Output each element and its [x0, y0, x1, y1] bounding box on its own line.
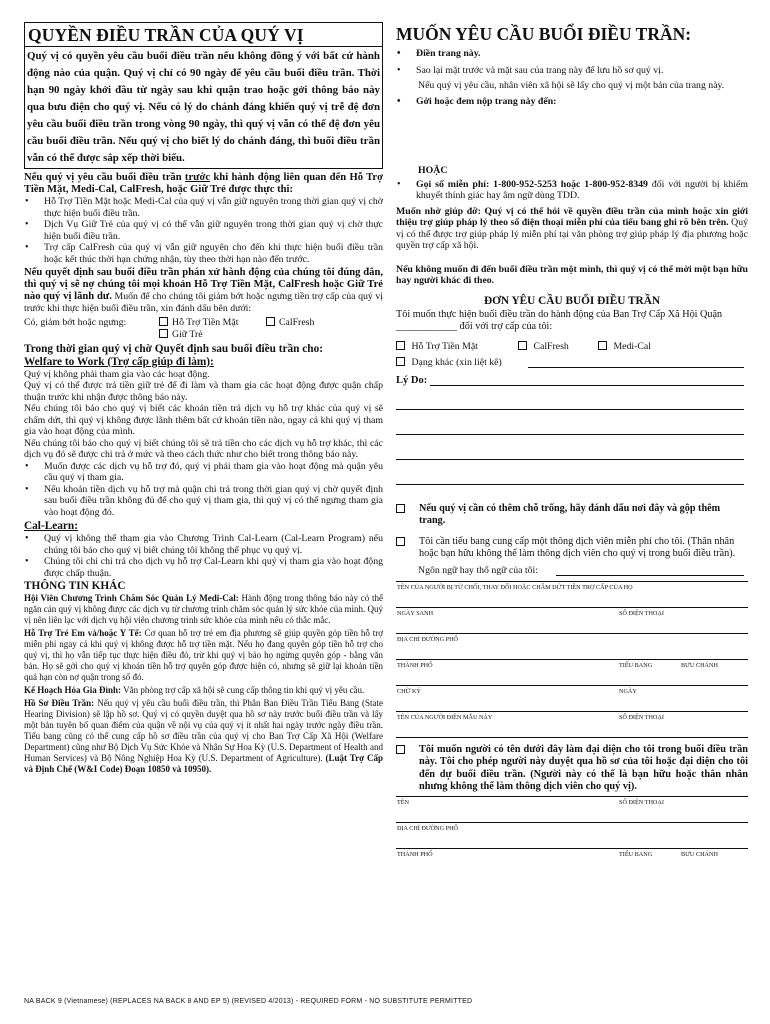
wtw-paragraph: Quý vị có thể được trả tiền giữ trẻ để đi làm và tham gia các hoạt động được quận chấp thuận trước khi nhận được thông báo này.: [24, 380, 383, 403]
option-other[interactable]: Dạng khác (xin liệt kê): [396, 357, 502, 368]
send-list: [396, 96, 748, 108]
more-space-row: [396, 503, 748, 528]
reason-input-line[interactable]: [396, 484, 744, 485]
representative-row: [396, 744, 748, 794]
option-cash[interactable]: Hỗ Trợ Tiền Mặt: [396, 341, 478, 353]
checkbox[interactable]: [396, 537, 405, 546]
other-option-row: [396, 357, 748, 375]
form-title: ĐƠN YÊU CẦU BUỔI ĐIỀU TRẦN: [483, 294, 661, 307]
checkbox[interactable]: [598, 341, 607, 350]
checkbox[interactable]: [159, 329, 168, 338]
language-row: [396, 565, 748, 579]
filler-phone-field[interactable]: SỐ ĐIỆN THOẠI: [619, 713, 664, 721]
form-footer: NA BACK 9 (Vietnamese) (REPLACES NA BACK 8 AND EP 5) (REVISED 4/2013) - REQUIRED FORM - NO SUBSTITUTE PERMITTED: [24, 998, 473, 1005]
copy-note: Nếu quý vị yêu cầu, nhân viên xã hội sẽ lấy cho quý vị một bản của trang này.: [418, 80, 725, 91]
family-planning-paragraph: Kế Hoạch Hóa Gia Đình: Văn phòng trợ cấp xã hội sẽ cung cấp thông tin khi quý vị yêu cầu.: [24, 685, 365, 695]
phone-field[interactable]: SỐ ĐIỆN THOẠI: [619, 609, 664, 617]
reduce-option-cash[interactable]: Hỗ Trợ Tiền Mặt: [159, 317, 238, 329]
wtw-list: [24, 461, 383, 519]
list-item: • Gọi số miễn phí: 1-800-952-5253 hoặc 1-800-952-8349 đối với người bị khiếm khuyết thính giác hay âm ngữ dùng TDD.: [396, 179, 748, 202]
checkbox[interactable]: [396, 357, 405, 366]
rep-name-field[interactable]: TÊN: [397, 798, 410, 806]
reduce-option-childcare[interactable]: Giữ Trẻ: [159, 329, 203, 341]
checkbox[interactable]: [266, 317, 275, 326]
list-item: • Điền trang này.: [396, 48, 748, 60]
street-address-field[interactable]: ĐỊA CHỈ ĐƯỜNG PHỐ: [397, 635, 459, 643]
representative-text: Tôi muốn người có tên dưới đây làm đại diện cho tôi trong buổi điều trần này. Tôi cho phép người này duyệt qua hồ sơ của tôi hoặc đại diện cho tôi đến dự buổi điều trần. (Người này có thể là bạn hữu hoặc thân nhân nhưng không thể làm thông dịch viên cho quý vị).: [419, 743, 748, 792]
more-space-text: Nếu quý vị cần có thêm chỗ trống, hãy đánh dấu nơi đây và gộp thêm trang.: [419, 502, 721, 526]
hearing-rights-title: QUYỀN ĐIỀU TRẦN CỦA QUÝ VỊ: [28, 25, 304, 45]
birth-date-field[interactable]: NGÀY SANH: [397, 609, 434, 617]
help-paragraph: Muốn nhờ giúp đỡ: Quý vị có thể hỏi về quyền điều trần của mình hoặc xin giới thiệu trợ giúp pháp lý theo số điện thoại miễn phí của tiểu bang ghi rõ bên trên. Quý vị có thể được trợ giúp pháp lý miễn phí tại văn phòng trợ giúp pháp lý địa phương hoặc quyền trợ cấp xã hội.: [396, 205, 748, 251]
address-space: [396, 107, 748, 165]
grid-row: [396, 634, 748, 660]
representative-info-grid: [396, 796, 748, 875]
reason-label: Lý Do:: [396, 374, 428, 386]
request-hearing-title: MUỐN YÊU CẦU BUỔI ĐIỀU TRẦN:: [396, 24, 692, 44]
list-item: • Nếu khoản tiền dịch vụ hỗ trợ mà quận chi trả trong thời gian quý vị chờ quyết định sau buổi điều trần không đủ để cho quý vị tham gia, thì quý vị có thể ngưng tham gia vào hoạt động đó.: [24, 484, 383, 519]
request-steps-list: [396, 48, 748, 76]
hearing-rights-column: [24, 22, 383, 775]
ruling-paragraph: Nếu quyết định sau buổi điều trần phán xử hành động của chúng tôi đúng đắn, thì quý vị sẽ nợ chúng tôi mọi khoản Hỗ Trợ Tiền Mặt, CalFresh hoặc Giữ Trẻ nào quý vị lãnh dư. Muốn để cho chúng tôi giảm bớt hoặc ngưng tiền trợ cấp của quý vị trước khi thực hiện buổi điều trần, xin đánh dấu bên dưới:: [24, 267, 383, 314]
grid-row: [396, 582, 748, 608]
medi-cal-paragraph: Hội Viên Chương Trình Chăm Sóc Quản Lý Medi-Cal: Hành động trong thông báo này có thể ngăn cản quý vị không được các dịch vụ từ chương trình chăm sóc quản lý sức khỏe của mình. Quý vị nên liên lạc với dịch vụ hội viên chương trình sức khỏe của mình nếu có thắc mắc.: [24, 593, 383, 625]
list-item: • Dịch Vụ Giữ Trẻ của quý vị có thể vẫn giữ nguyên trong thời gian quý vị chờ thực hiện buổi điều trần.: [24, 219, 383, 242]
reason-line-row: [396, 472, 748, 497]
checkbox[interactable]: [159, 317, 168, 326]
interpreter-row: [396, 536, 748, 561]
signature-field[interactable]: CHỮ KÝ: [397, 687, 421, 695]
rep-phone-field[interactable]: SỐ ĐIỆN THOẠI: [619, 798, 664, 806]
grid-row: [396, 849, 748, 875]
request-statement: Tôi muốn thực hiện buổi điều trần do hành động của Ban Trợ Cấp Xã Hội Quận ____________ đối với trợ cấp của tôi:: [396, 308, 723, 332]
reason-input-line[interactable]: [396, 434, 744, 435]
option-medi-cal[interactable]: Medi-Cal: [598, 341, 651, 353]
welfare-to-work-heading: Welfare to Work (Trợ cấp giúp đi làm):: [24, 355, 214, 368]
grid-row: [396, 686, 748, 712]
wait-heading: Trong thời gian quý vị chờ Quyết định sau buổi điều trần cho:: [24, 342, 323, 355]
call-list: [396, 179, 748, 202]
checkbox[interactable]: [396, 341, 405, 350]
claimant-name-field[interactable]: TÊN CỦA NGƯỜI BỊ TỪ CHỐI, THAY ĐỔI HOẶC CHẤM DỨT TIỀN TRỢ CẤP CỦA HỌ: [397, 583, 633, 591]
other-info-heading: THÔNG TIN KHÁC: [24, 580, 126, 592]
city-field[interactable]: THÀNH PHỐ: [397, 661, 433, 669]
grid-row: [396, 797, 748, 823]
wtw-paragraph: Nếu chúng tôi báo cho quý vị biết chúng tôi sẽ trả tiền cho các dịch vụ hỗ trợ khác, thì các dịch vụ đó sẽ được chi trả ở mức và theo cách thức như cho biết trong thông báo này.: [24, 437, 383, 460]
grid-row: [396, 823, 748, 849]
reduce-label: Có, giảm bớt hoặc ngưng:: [24, 316, 127, 328]
list-item: • Muốn được các dịch vụ hỗ trợ đó, quý vị phải tham gia vào hoạt động mà quận yêu cầu quý vị tham gia.: [24, 461, 383, 484]
checkbox[interactable]: [396, 745, 405, 754]
list-item: • Hỗ Trợ Tiền Mặt hoặc Medi-Cal của quý vị vẫn giữ nguyên trong thời gian quý vị chờ thực hiện buổi điều trần.: [24, 196, 383, 219]
checkbox[interactable]: [518, 341, 527, 350]
rep-address-field[interactable]: ĐỊA CHỈ ĐƯỜNG PHỐ: [397, 824, 459, 832]
date-field[interactable]: NGÀY: [619, 687, 637, 695]
claimant-info-grid: [396, 581, 748, 738]
benefit-options-row: [396, 341, 748, 357]
rep-city-field[interactable]: THÀNH PHỐ: [397, 850, 433, 858]
grid-row: [396, 660, 748, 686]
list-item: • Sao lại mặt trước và mặt sau của trang này để lưu hồ sơ quý vị.: [396, 65, 748, 77]
wtw-paragraph: Nếu chúng tôi báo cho quý vị biết các khoản tiền trả dịch vụ hỗ trợ khác của quý vị sẽ chấm dứt, thì quý vị không được lãnh thêm bất cứ khoản tiền nào, ngay cả khi quý vị tham gia vào hoạt động của mình.: [24, 403, 383, 437]
grid-row: [396, 712, 748, 738]
list-item: • Chúng tôi chỉ chi trả cho dịch vụ hỗ trợ Cal-Learn khi quý vị tham gia vào hoạt động được chấp thuận.: [24, 556, 383, 579]
list-item: • Quý vị không thể tham gia vào Chương Trình Cal-Learn (Cal-Learn Program) nếu chúng tôi báo cho quý vị biết chúng tôi không thể phục vụ quý vị.: [24, 533, 383, 556]
wtw-paragraph: Quý vị không phải tham gia vào các hoạt động.: [24, 368, 210, 380]
hearing-rights-text: Quý vị có quyền yêu cầu buổi điều trần nếu không đồng ý với bất cứ hành động nào của quận. Quý vị chỉ có 90 ngày để yêu cầu buổi điều trần. Thời hạn 90 ngày khởi đầu từ ngày sau khi quận trao hoặc gởi thông báo này qua bưu điện cho quý vị. Nếu có lý do chánh đáng khiến quý vị trễ đệ đơn yêu cầu buổi điều trần trong vòng 90 ngày, thì quý vị vẫn có thể đệ đơn yêu cầu buổi điều trần. Nếu quý vị cho biết lý do chánh đáng, thì buổi điều trần vẫn có thể được sắp xếp thời biểu.: [27, 50, 380, 164]
cal-learn-list: [24, 533, 383, 579]
list-item: • Gởi hoặc đem nộp trang này đến:: [396, 96, 748, 108]
cal-learn-heading: Cal-Learn:: [24, 520, 78, 532]
before-action-list: [24, 196, 383, 265]
filler-name-field[interactable]: TÊN CỦA NGƯỜI ĐIỀN MẪU NÀY: [397, 713, 493, 721]
rep-zip-field[interactable]: BƯU CHÁNH: [681, 850, 718, 858]
state-field[interactable]: TIỂU BANG: [619, 661, 653, 669]
zip-field[interactable]: BƯU CHÁNH: [681, 661, 718, 669]
reason-line-row: [396, 397, 748, 422]
language-input-line[interactable]: [556, 575, 744, 576]
before-action-heading: Nếu quý vị yêu cầu buổi điều trần trước khi hành động liên quan đến Hỗ Trợ Tiền Mặt, Medi-Cal, CalFresh, hoặc Giữ Trẻ được thực thi:: [24, 172, 383, 195]
bring-friend-note: Nếu không muốn đi đến buổi điều trần một mình, thì quý vị có thể mời một bạn hữu hay người khác đi theo.: [396, 263, 748, 286]
hearing-rights-notice: [24, 47, 383, 169]
list-item: • Trợ cấp CalFresh của quý vị vẫn giữ nguyên cho đến khi thực hiện buổi điều trần hoặc kết thúc thời hạn chứng nhận, tùy theo thời hạn nào đến trước.: [24, 242, 383, 265]
option-calfresh[interactable]: CalFresh: [518, 341, 569, 353]
grid-row: [396, 608, 748, 634]
child-support-paragraph: Hỗ Trợ Trẻ Em và/hoặc Y Tế: Cơ quan hỗ trợ trẻ em địa phương sẽ giúp quyền góp tiền hỗ trợ miễn phí ngay cả khi quý vị không được hỗ trợ tiền mặt. Nếu họ đang quyên góp tiền hỗ trợ cho quý vị, thì họ vẫn tiếp tục thực hiện điều đó, trừ khi quý vị bảo họ ngừng quyên góp - bằng văn bản. Họ sẽ gởi cho quý vị khoản tiền hỗ trợ quyên góp được hiện có, nhưng sẽ giữ lại khoản tiền quá hạn còn nợ quận trong số đó.: [24, 628, 383, 682]
or-label: HOẶC: [418, 165, 448, 176]
reduce-benefits-row: [24, 317, 383, 341]
reason-line-row: [396, 447, 748, 472]
request-hearing-column: [396, 22, 748, 875]
hearing-rights-box: [24, 22, 383, 47]
reason-input-line[interactable]: [396, 459, 744, 460]
reduce-option-calfresh[interactable]: CalFresh: [266, 317, 314, 329]
interpreter-text: Tôi cần tiểu bang cung cấp một thông dịch viên miễn phí cho tôi. (Thân nhân hoặc bạn hữu không thể làm thông dịch viên cho quý vị trong buổi điều trần).: [419, 535, 736, 559]
reason-input-line[interactable]: [430, 385, 744, 386]
reason-row: [396, 375, 748, 397]
reason-line-row: [396, 422, 748, 447]
hearing-record-paragraph: Hồ Sơ Điều Trần: Nếu quý vị yêu cầu buổi điều trần, thì Phân Ban Điều Trần Tiểu Bang (State Hearing Division) sẽ lập hồ sơ. Quý vị có quyền duyệt qua hồ sơ này trước buổi điều trần và lấy một bản tuyên bố quan điểm của quận về nội vụ của quý vị ít nhất hai ngày trước ngày điều trần. Tiểu bang cũng có thể cung cấp hồ sơ điều trần của quý vị cho Ban Trợ Cấp Xã Hội (Welfare Department) cũng như Bộ Dịch Vụ Sức Khỏe và Nhân Sự Hoa Kỳ (U.S. Department of Health and Human Services) và Bộ Nông Nghiệp Hoa Kỳ (U.S. Department of Agriculture). (Luật Trợ Cấp và Định Chế (W&I Code) Đoạn 10850 và 10950).: [24, 698, 383, 774]
language-label: Ngôn ngữ hay thổ ngữ của tôi:: [418, 564, 539, 576]
rep-state-field[interactable]: TIỂU BANG: [619, 850, 653, 858]
reason-input-line[interactable]: [396, 409, 744, 410]
other-input-line[interactable]: [528, 367, 744, 368]
checkbox[interactable]: [396, 504, 405, 513]
